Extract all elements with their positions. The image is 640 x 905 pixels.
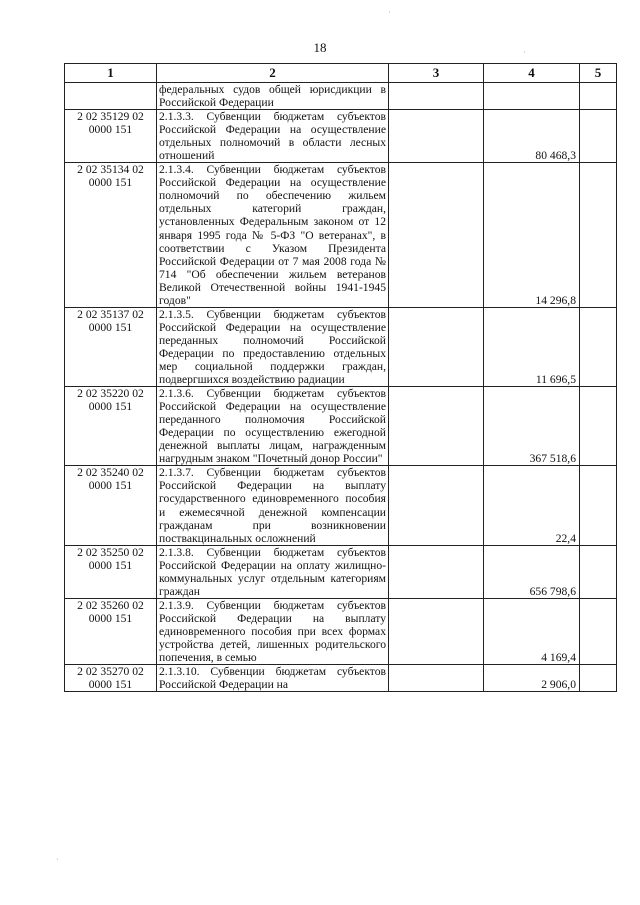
table-row [65, 110, 617, 163]
table-row [65, 307, 617, 386]
table-row [65, 466, 617, 545]
row-col3 [389, 387, 484, 466]
row-col3 [389, 598, 484, 664]
row-col3 [389, 307, 484, 386]
scan-speck: · [388, 8, 391, 17]
row-col5 [580, 466, 617, 545]
row-col5 [580, 110, 617, 163]
row-col3 [389, 163, 484, 308]
row-code: 2 02 35220 02 0000 151 [65, 387, 157, 466]
row-amount: 2 906,0 [484, 665, 580, 692]
row-col5 [580, 598, 617, 664]
row-description: 2.1.3.4. Субвенции бюджетам субъектов Российской Федерации на осуществление полномочий по обеспечению жильем отдельных категорий граждан, установленных Федеральным законом от 12 января 1995 года № 5-ФЗ "О ветеранах", в соответствии с Указом Президента Российской Федерации от 7 мая 2008 года № 714 "Об обеспечении жильем ветеранов Великой Отечественной войны 1941-1945 годов" [157, 163, 389, 308]
row-code: 2 02 35134 02 0000 151 [65, 163, 157, 308]
row-description: 2.1.3.6. Субвенции бюджетам субъектов Российской Федерации на осуществление переданного полномочия Российской Федерации по осуществлению ежегодной денежной выплаты лицам, награжденным нагрудным знаком "Почетный донор России" [157, 387, 389, 466]
row-amount: 11 696,5 [484, 307, 580, 386]
row-amount: 656 798,6 [484, 545, 580, 598]
column-header-1: 1 [65, 64, 157, 83]
row-description: 2.1.3.7. Субвенции бюджетам субъектов Российской Федерации на выплату государственного единовременного пособия и ежемесячной денежной компенсации гражданам при возникновении поствакцинальных осложнений [157, 466, 389, 545]
row-amount [484, 83, 580, 110]
row-description: 2.1.3.3. Субвенции бюджетам субъектов Российской Федерации на осуществление отдельных полномочий в области лесных отношений [157, 110, 389, 163]
row-col3 [389, 665, 484, 692]
table-row [65, 163, 617, 308]
row-description: 2.1.3.8. Субвенции бюджетам субъектов Российской Федерации на оплату жилищно-коммунальных услуг отдельным категориям граждан [157, 545, 389, 598]
scan-speck: · [56, 855, 59, 864]
row-col5 [580, 545, 617, 598]
row-amount: 14 296,8 [484, 163, 580, 308]
row-amount: 367 518,6 [484, 387, 580, 466]
row-col3 [389, 466, 484, 545]
row-code: 2 02 35250 02 0000 151 [65, 545, 157, 598]
row-col3 [389, 110, 484, 163]
row-code [65, 83, 157, 110]
scan-speck: · [523, 48, 526, 57]
row-col5 [580, 307, 617, 386]
column-header-4: 4 [484, 64, 580, 83]
row-code: 2 02 35129 02 0000 151 [65, 110, 157, 163]
row-col3 [389, 545, 484, 598]
row-amount: 80 468,3 [484, 110, 580, 163]
row-description: федеральных судов общей юрисдикции в Российской Федерации [157, 83, 389, 110]
table-row [65, 598, 617, 664]
column-header-2: 2 [157, 64, 389, 83]
row-description: 2.1.3.9. Субвенции бюджетам субъектов Российской Федерации на выплату единовременного пособия при всех формах устройства детей, лишенных родительского попечения, в семью [157, 598, 389, 664]
table-row [65, 387, 617, 466]
row-description: 2.1.3.5. Субвенции бюджетам субъектов Российской Федерации на осуществление переданных полномочий Российской Федерации по предоставлению отдельных мер социальной поддержки граждан, подвергшихся воздействию радиации [157, 307, 389, 386]
row-code: 2 02 35137 02 0000 151 [65, 307, 157, 386]
page-number: 18 [313, 40, 327, 55]
row-col5 [580, 83, 617, 110]
table-row [65, 545, 617, 598]
column-header-3: 3 [389, 64, 484, 83]
row-col3 [389, 83, 484, 110]
column-header-5: 5 [580, 64, 617, 83]
table-row [65, 665, 617, 692]
row-code: 2 02 35260 02 0000 151 [65, 598, 157, 664]
table-header-row [65, 64, 617, 83]
table-row [65, 83, 617, 110]
row-code: 2 02 35240 02 0000 151 [65, 466, 157, 545]
row-description: 2.1.3.10. Субвенции бюджетам субъектов Российской Федерации на [157, 665, 389, 692]
row-col5 [580, 163, 617, 308]
budget-table [64, 63, 617, 692]
row-amount: 4 169,4 [484, 598, 580, 664]
row-code: 2 02 35270 02 0000 151 [65, 665, 157, 692]
row-col5 [580, 387, 617, 466]
row-col5 [580, 665, 617, 692]
row-amount: 22,4 [484, 466, 580, 545]
